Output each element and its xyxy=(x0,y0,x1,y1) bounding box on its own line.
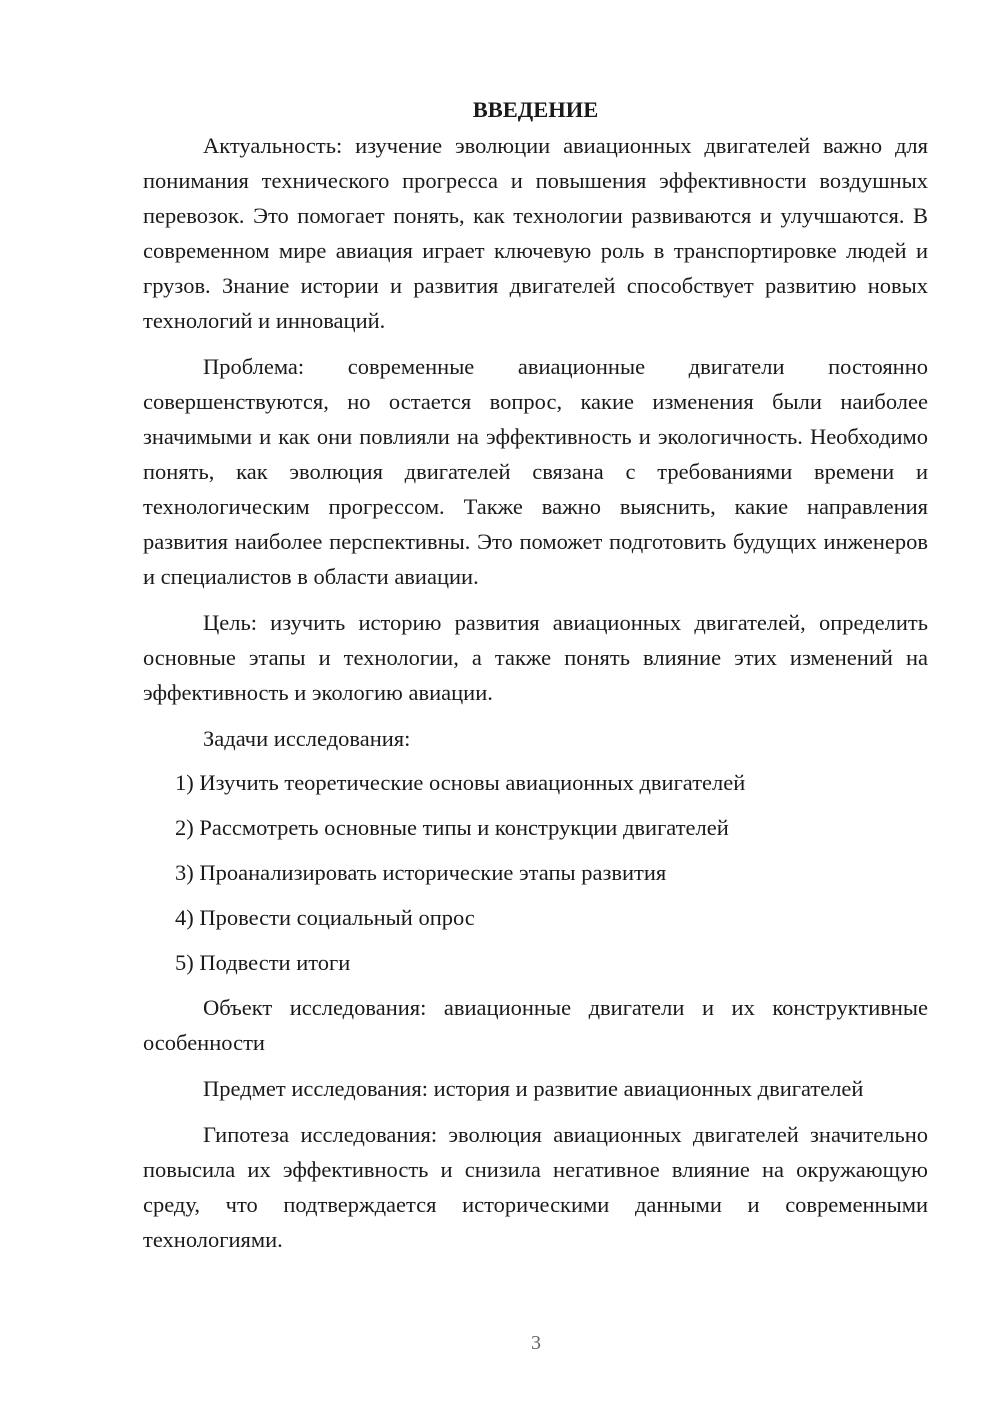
task-item-1: 1) Изучить теоретические основы авиационных двигателей xyxy=(175,770,746,795)
paragraph-problem: Проблема: современные авиационные двигатели постоянно совершенствуются, но остается вопрос, какие изменения были наиболее значимыми и как они повлияли на эффективность и экологичность. Необходимо понять, как эволюция двигателей связана с требованиями времени и технологическим прогрессом. Также важно выяснить, какие направления развития наиболее перспективны. Это поможет подготовить будущих инженеров и специалистов в области авиации. xyxy=(143,354,928,589)
task-item-3: 3) Проанализировать исторические этапы развития xyxy=(175,860,667,885)
paragraph-relevance: Актуальность: изучение эволюции авиационных двигателей важно для понимания технического прогресса и повышения эффективности воздушных перевозок. Это помогает понять, как технологии развиваются и улучшаются. В современном мире авиация играет ключевую роль в транспортировке людей и грузов. Знание истории и развития двигателей способствует развитию новых технологий и инноваций. xyxy=(143,133,928,333)
tasks-list xyxy=(143,765,928,980)
page-number: 3 xyxy=(531,1332,541,1354)
tasks-heading: Задачи исследования: xyxy=(203,726,411,751)
task-item-4: 4) Провести социальный опрос xyxy=(175,905,475,930)
paragraph-hypothesis: Гипотеза исследования: эволюция авиационных двигателей значительно повысила их эффективность и снизила негативное влияние на окружающую среду, что подтверждается историческими данными и современными технологиями. xyxy=(143,1122,928,1252)
task-item-5: 5) Подвести итоги xyxy=(175,950,351,975)
document-body xyxy=(143,92,928,1257)
paragraph-object: Объект исследования: авиационные двигатели и их конструктивные особенности xyxy=(143,995,928,1055)
page-title: ВВЕДЕНИЕ xyxy=(472,97,599,122)
paragraph-subject: Предмет исследования: история и развитие авиационных двигателей xyxy=(203,1076,864,1101)
paragraph-goal: Цель: изучить историю развития авиационных двигателей, определить основные этапы и технологии, а также понять влияние этих изменений на эффективность и экологию авиации. xyxy=(143,610,928,705)
task-item-2: 2) Рассмотреть основные типы и конструкции двигателей xyxy=(175,815,729,840)
